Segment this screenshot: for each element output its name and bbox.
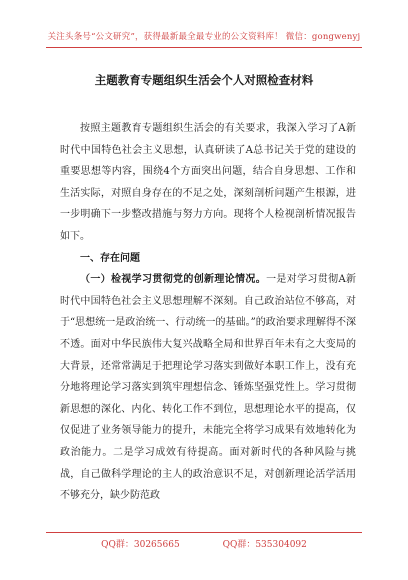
sub-section-body: 一是对学习贯彻A新时代中国特色社会主义思想理解不深刻。自己政治站位不够高，对于“思想统一是政治统一、行动统一的基础。”的政治要求理解得不深不透。面对中华民族伟大复兴战略全局和世界百年未有之大变局的大背景，还常常满足于把理论学习落实到做好本职工作上，没有充分地将理论学习落实到筑牢理想信念、锤炼坚强党性上。学习贯彻新思想的深化、内化、转化工作不到位，思想理论水平的提高，仅仅促进了业务领导能力的提升，未能完全将学习成果有效地转化为政治能力。二是学习成效有待提高。面对新时代的各种风险与挑战，自己做科学理论的主人的政治意识不足，对创新理论活学活用不够充分，缺少防范政 bbox=[60, 274, 356, 502]
section-heading: 一、存在问题 bbox=[80, 252, 140, 264]
footer-divider bbox=[46, 532, 362, 533]
footer-qq-group-1: QQ群：30265665 bbox=[101, 540, 180, 550]
header-divider bbox=[46, 47, 362, 48]
document-body bbox=[60, 118, 356, 507]
footer-qq-groups bbox=[0, 537, 408, 550]
sub-section-paragraph bbox=[60, 269, 356, 507]
header-promo-note: 关注头条号“公文研究”，获得最新最全最专业的公文资料库！ 微信：gongwenyj bbox=[47, 32, 361, 42]
intro-paragraph: 按照主题教育专题组织生活会的有关要求，我深入学习了A新时代中国特色社会主义思想，认真研读了A总书记关于党的建设的重要思想等内容，围绕4个方面突出问题，结合自身思想、工作和生活实际，对照自身存在的不足之处，深刻剖析问题产生根源，进一步明确下一步整改措施与努力方向。现将个人检视剖析情况报告如下。 bbox=[60, 123, 356, 242]
footer-qq-group-2: QQ群：535304092 bbox=[222, 540, 307, 550]
sub-section-heading: （一）检视学习贯彻党的创新理论情况。 bbox=[80, 274, 267, 286]
document-title: 主题教育专题组织生活会个人对照检查材料 bbox=[94, 73, 314, 87]
